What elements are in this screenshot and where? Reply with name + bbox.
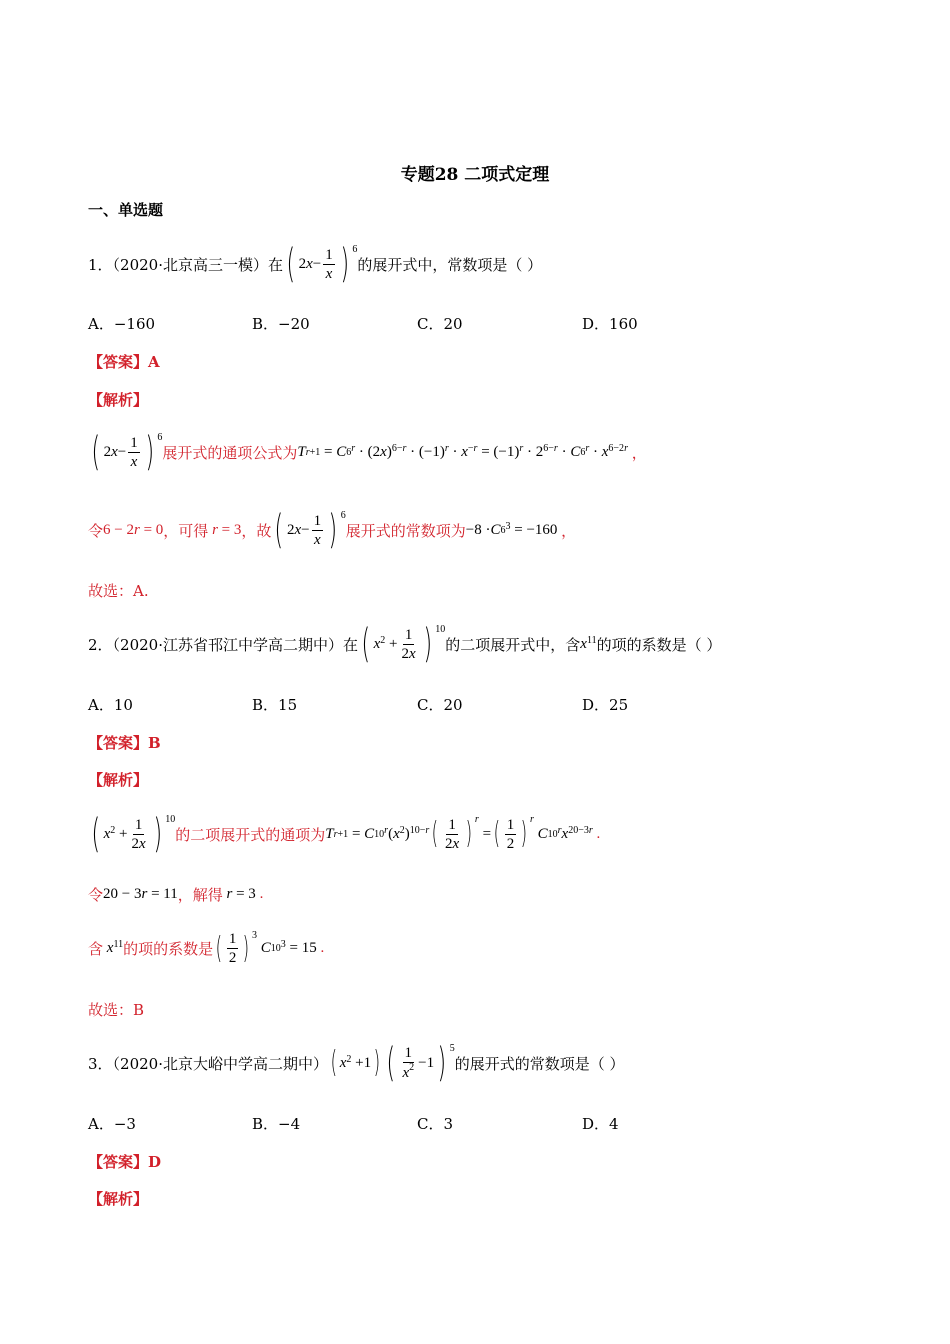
q1-sol1-text: 展开式的通项公式为 [162, 443, 298, 462]
q1-sol2-d: 展开式的常数项为 [345, 521, 466, 540]
q2-sol1-text: 的二项展开式的通项为 [175, 825, 326, 844]
question-3-prefix: 3．（2020·北京大峪中学高二期中） [88, 1054, 328, 1073]
q1-option-d: D．160 [582, 315, 638, 333]
q2-sol3-b: 的项的系数是 [123, 940, 214, 958]
q1-option-a: A．−160 [88, 315, 156, 333]
question-2-stem: 2．（2020·江苏省邗江中学高二期中）在 ( x $^2$ + $\frac{1}{2x}$ ) 10 的二项展开式中，含 x $^{11}$ 的项的系数是（ ） [88, 621, 722, 667]
q3-option-a: A．−3 [88, 1115, 136, 1133]
question-1-stem: 1．（2020·北京高三一模）在 ( 2 x − $\frac{1}{x}$ ) 6 的展开式中，常数项是（ ） [88, 241, 543, 287]
q2-analysis-label: 【解析】 [88, 771, 149, 789]
question-3-stem: 3．（2020·北京大峪中学高二期中） ( x $^2$ +1 ) ( $\frac{1}{x^2}$ −1 ) 5 的展开式的常数项是（ ） [88, 1040, 625, 1086]
q3-option-d: D．4 [582, 1115, 619, 1133]
section-heading: 一、单选题 [88, 201, 164, 219]
q2-option-c: C．20 [417, 696, 463, 714]
page-title: 专题28 二项式定理 [400, 165, 550, 185]
q2-option-a: A．10 [88, 696, 133, 714]
q2-sol3-a: 含 [88, 940, 104, 958]
q1-analysis-label: 【解析】 [88, 391, 149, 409]
q2-solution-line-1: ( x $^2$ + $\frac{1}{2x}$ ) 10 的二项展开式的通项为 T r +1 = C 10 $^r$ ( x $^2$ ) $^{10-r}$ ( $\frac{1}{2x}$ ) r = ( $\frac{1}{2}$ ) r C 10 $^r$ x $^{20-3r}$ . [91, 811, 601, 857]
q2-option-d: D．25 [582, 696, 629, 714]
q2-option-b: B．15 [252, 696, 298, 714]
q1-sol2-b: ，可得 [163, 521, 209, 540]
q1-option-b: B．−20 [252, 315, 310, 333]
q1-conclusion: 故选：A. [88, 582, 149, 600]
question-2-prefix: 2．（2020·江苏省邗江中学高二期中）在 [88, 635, 358, 654]
q2-conclusion: 故选：B [88, 1001, 145, 1019]
q3-analysis-label: 【解析】 [88, 1190, 149, 1208]
q1-solution-line-2: 令 6 − 2 r = 0 ，可得 r = 3 ，故 ( 2 x − $\frac{1}{x}$ ) 6 展开式的常数项为 −8 · C 6 $^3$ = −160 ， [88, 507, 577, 553]
question-1-prefix: 1．（2020·北京高三一模）在 [88, 255, 283, 274]
q1-sol2-c: ，故 [241, 521, 272, 540]
q2-sol2-b: ，解得 [177, 886, 223, 904]
question-1-suffix: 的展开式中，常数项是（ ） [357, 255, 543, 274]
q2-solution-line-2: 令 20 − 3 r = 11 ，解得 r = 3 . [88, 886, 264, 904]
q2-sol2-a: 令 [88, 886, 104, 904]
q1-sol2-a: 令 [88, 521, 104, 540]
question-2-suffix: 的项的系数是（ ） [596, 635, 722, 654]
q1-solution-line-1: ( 2 x − $\frac{1}{x}$ ) 6 展开式的通项公式为 T r +1 = C 6 $^r$ · (2 x ) $^{6-r}$ · (−1) $^r$ · x $^{-r}$ = (−1) $^r$ · 2 $^{6-r}$ · C 6 $^r$ · x $^{6-2r}$ ， [91, 429, 647, 475]
q3-option-c: C．3 [417, 1115, 454, 1133]
q3-answer: 【答案】D [88, 1153, 162, 1171]
q2-answer: 【答案】B [88, 734, 161, 752]
q3-option-b: B．−4 [252, 1115, 301, 1133]
q1-option-c: C．20 [417, 315, 463, 333]
q2-solution-line-3: 含 x $^{11}$ 的项的系数是 ( $\frac{1}{2}$ ) 3 C 10 $^3$ = 15 . [88, 930, 325, 966]
question-2-mid: 的二项展开式中，含 [445, 635, 581, 654]
question-3-suffix: 的展开式的常数项是（ ） [454, 1054, 625, 1073]
q1-answer: 【答案】A [88, 353, 160, 371]
